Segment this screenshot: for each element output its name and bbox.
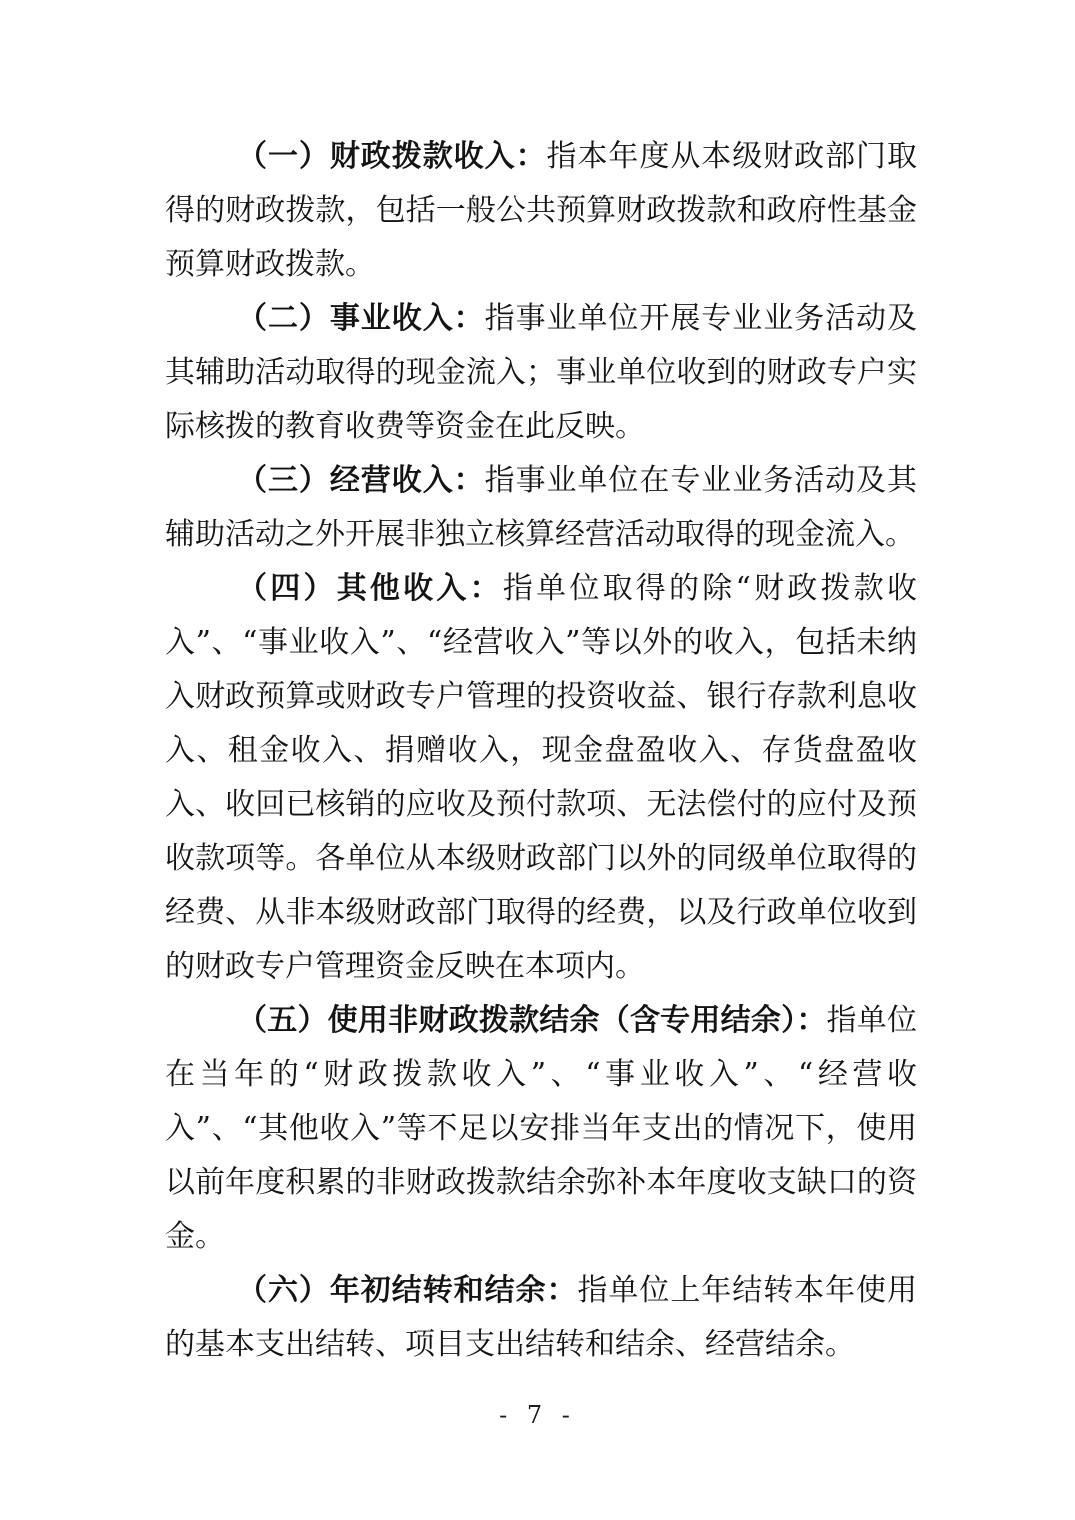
- definition-text-3: 指事业单位在专业业务活动及其辅助活动之外开展非独立核算经营活动取得的现金流入。: [165, 463, 918, 552]
- definition-paragraph-1: [165, 130, 917, 292]
- definition-text-2: 指事业单位开展专业业务活动及其辅助活动取得的现金流入；事业单位收到的财政专户实际核拨的教育收费等资金在此反映。: [165, 301, 918, 444]
- definition-term-5: （五）使用非财政拨款结余（含专用结余）：: [237, 1003, 827, 1038]
- definition-term-6: （六）年初结转和结余：: [237, 1273, 578, 1308]
- page-number: - 7 -: [499, 1401, 576, 1429]
- definition-text-4: 指单位取得的除“财政拨款收入”、“事业收入”、“经营收入”等以外的收入，包括未纳入财政预算或财政专户管理的投资收益、银行存款利息收入、租金收入、捐赠收入，现金盘盈收入、存货盘盈收入、收回已核销的应收及预付款项、无法偿付的应付及预收款项等。各单位从本级财政部门以外的同级单位取得的经费、从非本级财政部门取得的经费，以及行政单位收到的财政专户管理资金反映在本项内。: [165, 571, 918, 984]
- definition-text-6: 指单位上年结转本年使用的基本支出结转、项目支出结转和结余、经营结余。: [165, 1273, 918, 1362]
- definition-term-2: （二）事业收入：: [237, 301, 485, 336]
- definition-paragraph-2: [165, 292, 917, 454]
- definition-term-4: （四）其他收入：: [237, 571, 503, 606]
- definition-paragraph-3: [165, 454, 917, 562]
- definition-text-1: 指本年度从本级财政部门取得的财政拨款，包括一般公共预算财政拨款和政府性基金预算财政拨款。: [165, 139, 918, 282]
- definition-text-5: 指单位在当年的“财政拨款收入”、“事业收入”、“经营收入”、“其他收入”等不足以安排当年支出的情况下，使用以前年度积累的非财政拨款结余弥补本年度收支缺口的资金。: [165, 1003, 918, 1254]
- document-body: [165, 130, 917, 1372]
- definition-paragraph-6: [165, 1264, 917, 1372]
- definition-term-1: （一）财政拨款收入：: [237, 139, 547, 174]
- definition-term-3: （三）经营收入：: [237, 463, 485, 498]
- definition-paragraph-5: [165, 994, 917, 1264]
- definition-paragraph-4: [165, 562, 917, 994]
